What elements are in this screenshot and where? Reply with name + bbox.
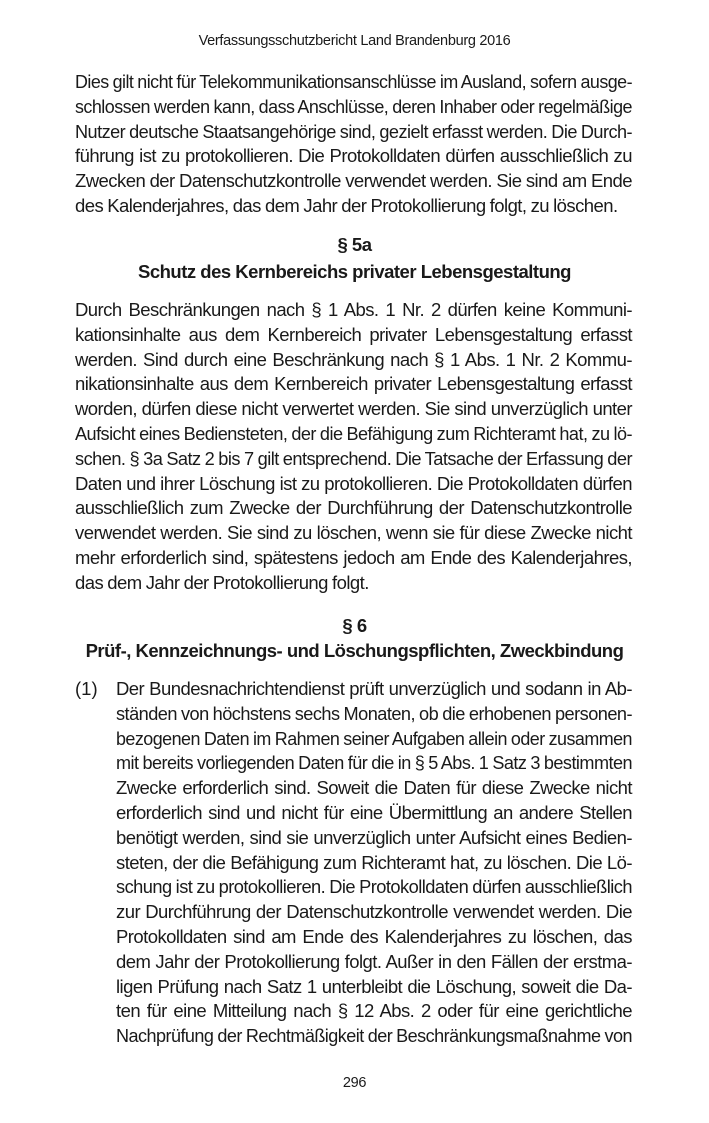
text-line: schung ist zu protokollieren. Die Protokolldaten dürfen ausschließlich: [116, 876, 632, 898]
text-line: mehr erforderlich sind, spätestens jedoch am Ende des Kalenderjahres,: [75, 546, 632, 568]
text-line: Daten und ihrer Löschung ist zu protokollieren. Die Protokolldaten dürfen: [75, 472, 632, 494]
list-item-body: [116, 677, 632, 1049]
page-number: 296: [342, 1075, 367, 1091]
text-line: schen. § 3a Satz 2 bis 7 gilt entsprechend. Die Tatsache der Erfassung der: [75, 447, 632, 469]
text-line: führung ist zu protokollieren. Die Protokolldaten dürfen ausschließlich zu: [75, 145, 632, 167]
running-header: Verfassungsschutzbericht Land Brandenburg 2016: [198, 33, 511, 49]
text-line: Nachprüfung der Rechtmäßigkeit der Beschränkungsmaßnahme von: [116, 1025, 632, 1047]
section-5a-title: Schutz des Kernbereichs privater Lebensgestaltung: [138, 261, 571, 282]
section-5a-paragraph: [75, 298, 632, 596]
text-line: ligen Prüfung nach Satz 1 unterbleibt die Löschung, soweit die Da-: [116, 975, 632, 997]
text-line: nikationsinhalte aus dem Kernbereich privater Lebensgestaltung erfasst: [75, 373, 632, 395]
text-line: kationsinhalte aus dem Kernbereich privater Lebensgestaltung erfasst: [75, 323, 632, 345]
text-line: Protokolldaten sind am Ende des Kalenderjahres zu löschen, das: [116, 925, 632, 947]
text-line: Aufsicht eines Bediensteten, der die Befähigung zum Richteramt hat, zu lö-: [75, 422, 632, 444]
text-line: Zwecken der Datenschutzkontrolle verwendet werden. Sie sind am Ende: [75, 170, 632, 192]
text-line: steten, der die Befähigung zum Richteramt hat, zu löschen. Die Lö-: [116, 851, 632, 873]
text-line: mit bereits vorliegenden Daten für die in § 5 Abs. 1 Satz 3 bestimmten: [116, 752, 632, 774]
intro-paragraph: [75, 70, 632, 219]
text-line: benötigt werden, sind sie unverzüglich unter Aufsicht eines Bedien-: [116, 826, 632, 848]
text-line: des Kalenderjahres, das dem Jahr der Protokollierung folgt, zu löschen.: [75, 194, 618, 216]
text-line: Dies gilt nicht für Telekommunikationsanschlüsse im Ausland, sofern ausge-: [75, 71, 632, 92]
text-line: Nutzer deutsche Staatsangehörige sind, gezielt erfasst werden. Die Durch-: [75, 120, 632, 142]
section-5a-number: § 5a: [337, 234, 372, 255]
text-line: werden. Sind durch eine Beschränkung nach § 1 Abs. 1 Nr. 2 Kommu-: [75, 348, 632, 370]
text-line: dem Jahr der Protokollierung folgt. Außer in den Fällen der erstma-: [116, 950, 632, 972]
text-line: ständen von höchstens sechs Monaten, ob die erhobenen personen-: [116, 702, 632, 724]
text-line: verwendet werden. Sie sind zu löschen, wenn sie für diese Zwecke nicht: [75, 522, 632, 544]
text-line: Durch Beschränkungen nach § 1 Abs. 1 Nr. 2 dürfen keine Kommuni-: [75, 299, 632, 320]
text-line: erforderlich sind und nicht für eine Übermittlung an andere Stellen: [116, 801, 632, 823]
section-6-title: Prüf-, Kennzeichnungs- und Löschungspflichten, Zweckbindung: [85, 640, 624, 661]
text-line: Der Bundesnachrichtendienst prüft unverzüglich und sodann in Ab-: [116, 678, 632, 699]
text-line: ausschließlich zum Zwecke der Durchführung der Datenschutzkontrolle: [75, 497, 632, 519]
text-line: das dem Jahr der Protokollierung folgt.: [75, 571, 369, 593]
list-marker: (1): [75, 678, 98, 699]
text-line: Zwecke erforderlich sind. Soweit die Daten für diese Zwecke nicht: [116, 777, 632, 799]
text-line: ten für eine Mitteilung nach § 12 Abs. 2 oder für eine gerichtliche: [116, 1000, 632, 1022]
text-line: schlossen werden kann, dass Anschlüsse, deren Inhaber oder regelmäßige: [75, 95, 632, 117]
text-line: bezogenen Daten im Rahmen seiner Aufgaben allein oder zusammen: [116, 727, 632, 749]
text-line: zur Durchführung der Datenschutzkontrolle verwendet werden. Die: [116, 901, 632, 923]
text-line: worden, dürfen diese nicht verwertet werden. Sie sind unverzüglich unter: [75, 398, 632, 420]
section-6-number: § 6: [342, 615, 367, 636]
